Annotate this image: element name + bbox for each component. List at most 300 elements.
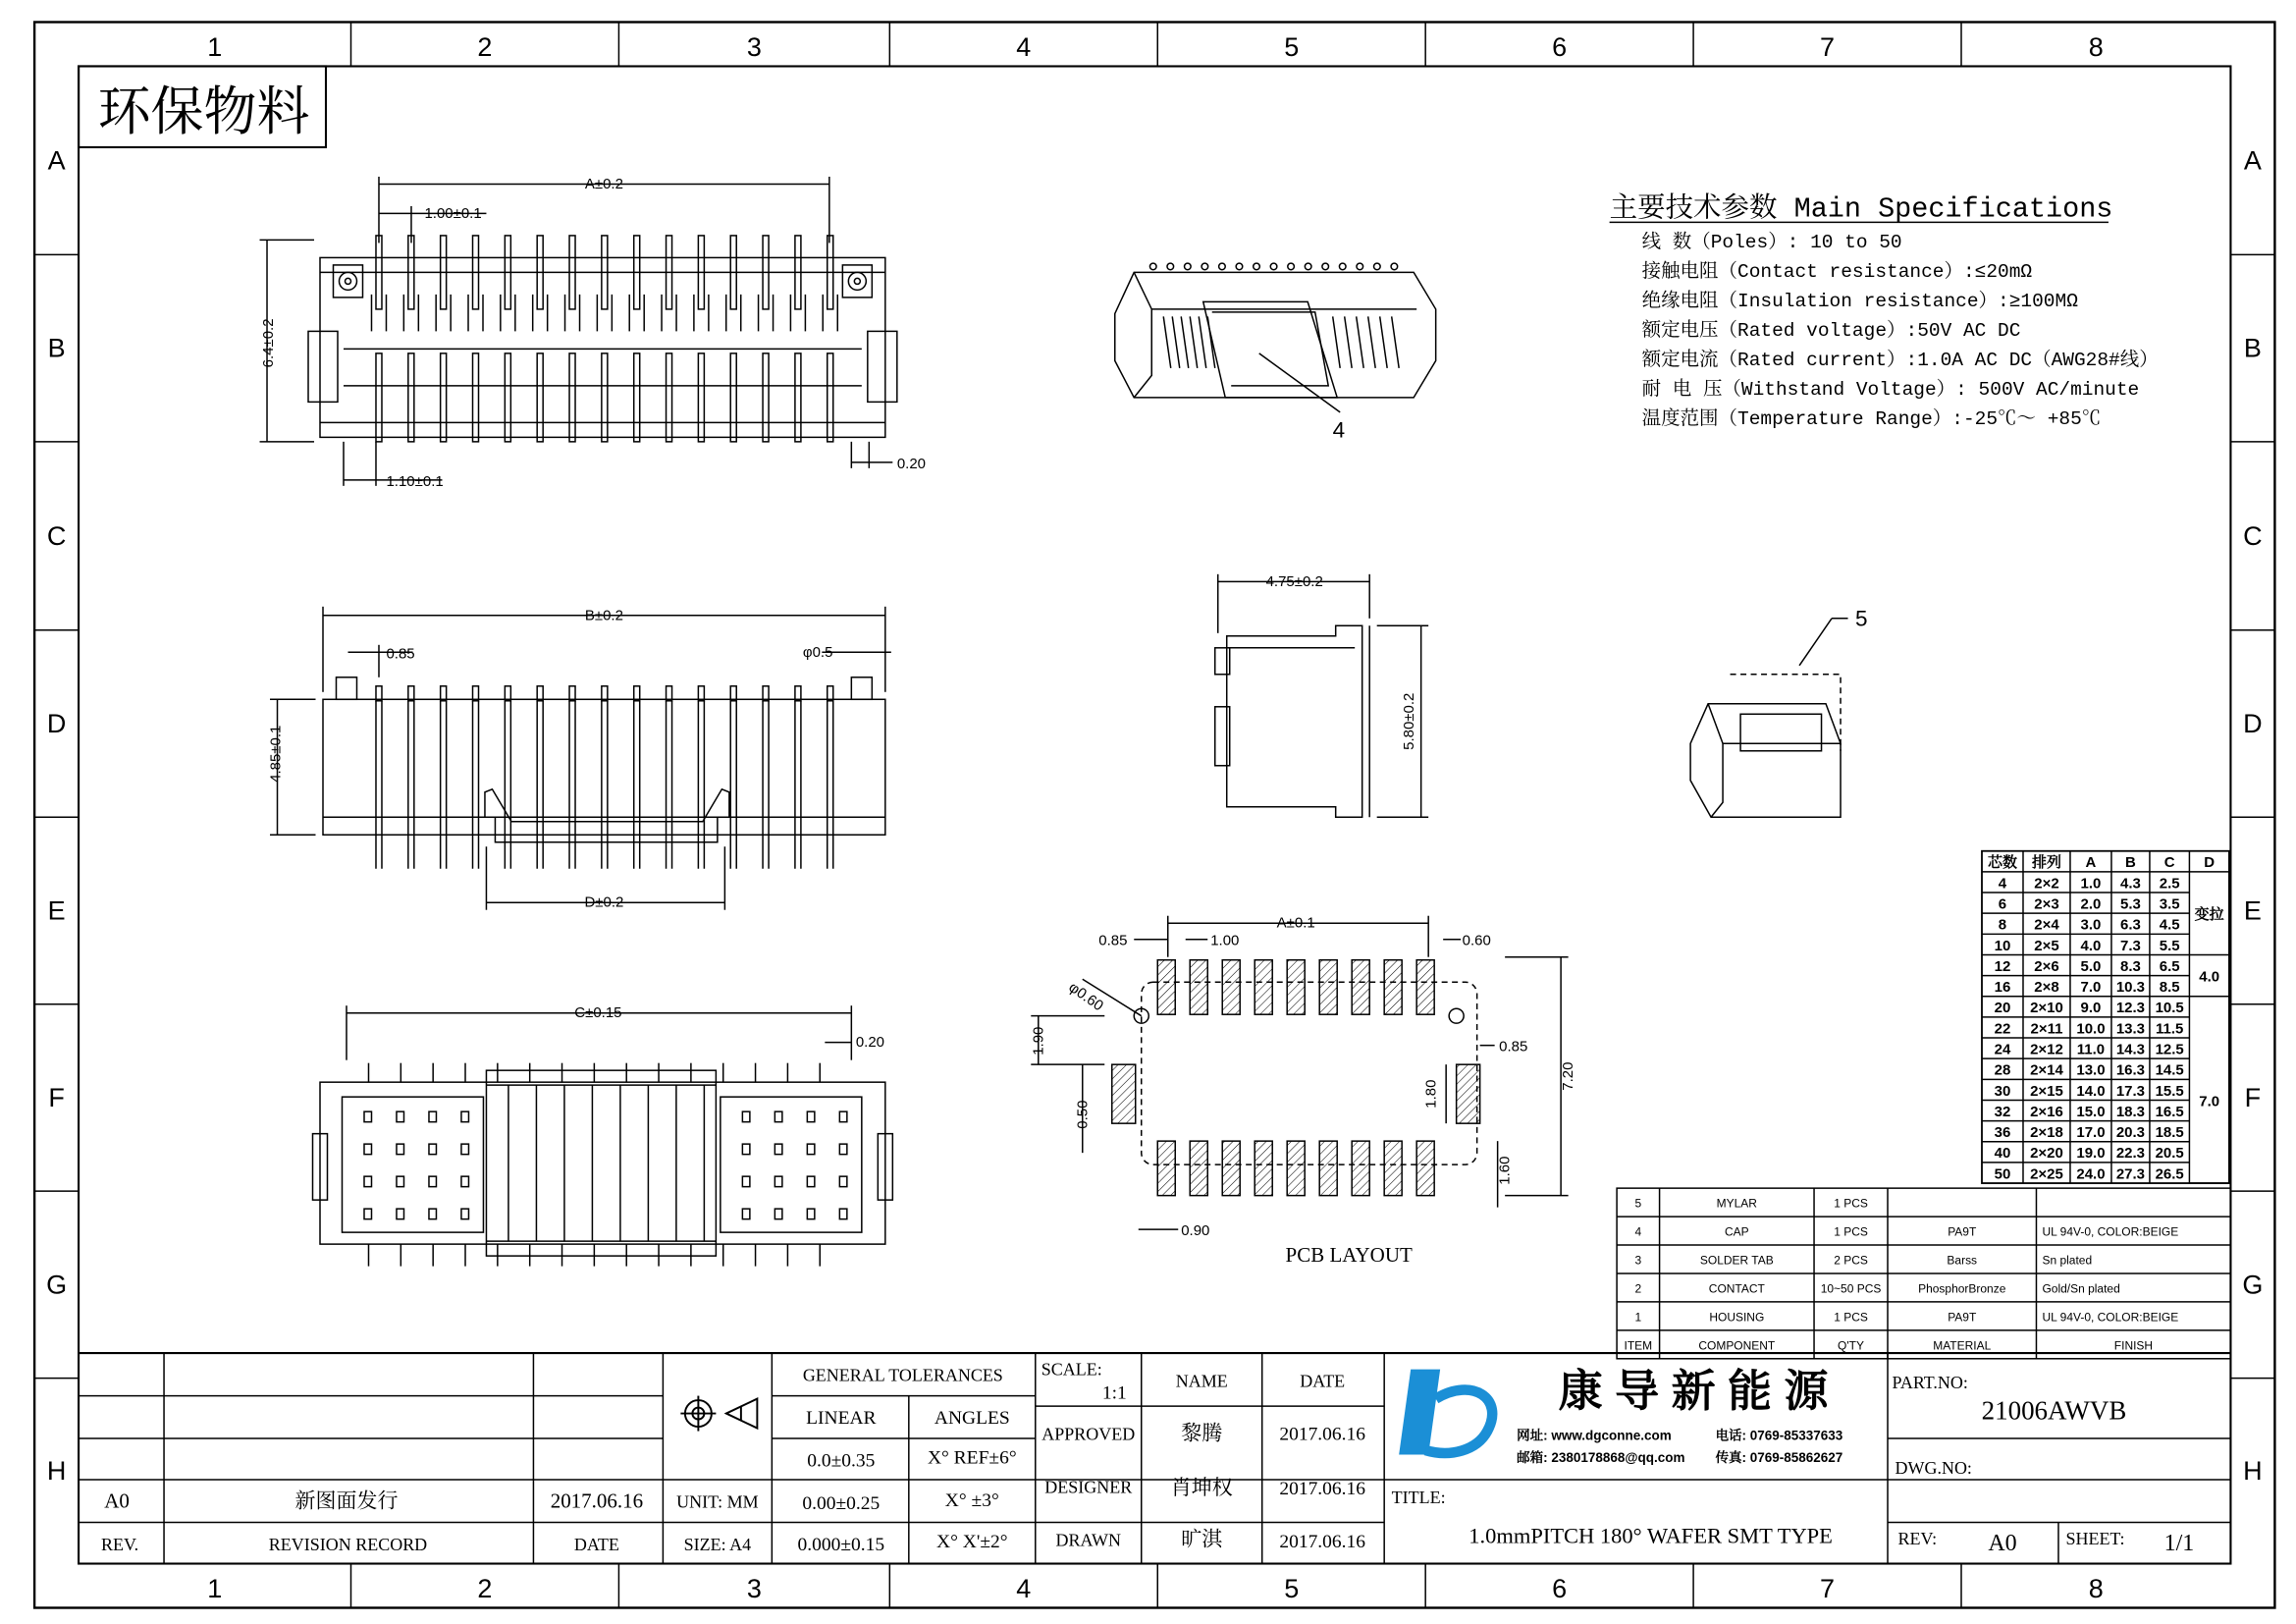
size-table-cell: 1.0 [2080, 875, 2102, 893]
size-table-cell: 12.3 [2115, 1000, 2146, 1017]
bom-cell: Sn plated [2042, 1253, 2093, 1268]
size-table-cell: 22 [1994, 1020, 2011, 1038]
designer-name: 肖坤权 [1170, 1476, 1233, 1500]
row-label-left: D [46, 709, 67, 739]
top-pin [376, 353, 382, 442]
size-table-cell: 18.3 [2115, 1103, 2146, 1120]
bom-cell: 1 [1634, 1310, 1642, 1325]
size-table-cell: 36 [1994, 1124, 2011, 1142]
size-table-cell: 16.5 [2155, 1103, 2184, 1120]
pcb-pad-bottom [1384, 1141, 1402, 1195]
size-table-cell: 9.0 [2080, 1000, 2102, 1017]
spec-line: 线 数（Poles）: 10 to 50 [1641, 231, 1902, 253]
iso-pin [1185, 263, 1192, 270]
dim-pcb-phi: φ0.60 [1065, 979, 1107, 1015]
row-label-left: C [46, 520, 67, 551]
dim-side-085: 0.85 [386, 645, 415, 663]
iso-view-top [1115, 263, 1436, 412]
size-table-d-value: 7.0 [2199, 1093, 2220, 1110]
size-table [1982, 851, 2229, 1183]
size-table-cell: 2×11 [2030, 1020, 2063, 1038]
tol-angle-3: X° X'±2° [936, 1532, 1008, 1553]
sheet-value: 1/1 [2163, 1531, 2195, 1557]
bom-cell: 1 PCS [1834, 1224, 1868, 1239]
size-table-cell: 20 [1994, 1000, 2011, 1017]
size-table-cell: 2×18 [2030, 1124, 2063, 1142]
size-table-cell: 11.0 [2076, 1041, 2106, 1058]
eco-label-text: 环保物料 [97, 81, 310, 141]
iso-pin [1270, 263, 1277, 270]
iso-pin [1219, 263, 1226, 270]
size-table-cell: 6 [1998, 895, 2007, 913]
size-table-cell: 15.0 [2076, 1103, 2106, 1120]
pcb-pad-top [1255, 960, 1272, 1014]
iso-pin [1391, 263, 1398, 270]
bottom-contact [807, 1111, 814, 1121]
col-label-bottom: 1 [207, 1574, 223, 1604]
size-table-cell: 16.3 [2115, 1061, 2146, 1079]
bom-header-cell: ITEM [1624, 1338, 1653, 1353]
iso-pin [1288, 263, 1295, 270]
bottom-contact [742, 1111, 749, 1121]
bottom-contact [397, 1111, 403, 1121]
spec-line: 耐 电 压（Withstand Voltage）: 500V AC/minute [1641, 378, 2140, 401]
drawn-name: 旷淇 [1181, 1527, 1223, 1551]
pcb-pad-top [1157, 960, 1175, 1014]
size-table-cell: 6.5 [2159, 957, 2180, 975]
iso-pin [1201, 263, 1208, 270]
bottom-contact [839, 1209, 846, 1218]
rev-header: REV. [100, 1535, 139, 1555]
dim-top-pitch2: 1.10±0.1 [386, 472, 444, 490]
pcb-layout-label: PCB LAYOUT [1285, 1243, 1413, 1268]
iso-contact [1380, 316, 1387, 367]
company-fax: 传真: 0769-85862627 [1715, 1450, 1843, 1466]
size-table-cell: 2×14 [2030, 1061, 2063, 1079]
size-table-cell: 2×12 [2030, 1041, 2063, 1058]
bottom-contact [774, 1144, 781, 1154]
approved-name: 黎腾 [1181, 1421, 1223, 1445]
side-view [267, 607, 891, 910]
drawn-label: DRAWN [1055, 1530, 1122, 1550]
bottom-contact [364, 1176, 371, 1186]
row-label-left: H [46, 1456, 67, 1487]
dim-pcb-085: 0.85 [1098, 932, 1128, 949]
bottom-contact [742, 1144, 749, 1154]
bom-cell: 3 [1634, 1253, 1642, 1268]
pcb-pad-top [1222, 960, 1240, 1014]
size-table-cell: 14.5 [2155, 1061, 2184, 1079]
top-pin [730, 353, 736, 442]
dim-end-h: 5.80±0.2 [1401, 692, 1418, 750]
sheet-label: SHEET: [2065, 1529, 2125, 1549]
size-table-cell: 7.3 [2120, 937, 2141, 954]
size-table-cell: 7.0 [2080, 979, 2102, 997]
part-number: 21006AWVB [1981, 1395, 2127, 1426]
bottom-contact [807, 1176, 814, 1186]
iso-pin [1236, 263, 1243, 270]
dim-bot-c: C±0.15 [574, 1004, 622, 1022]
col-label-bottom: 8 [2088, 1574, 2104, 1604]
size-table-cell: 19.0 [2076, 1145, 2106, 1163]
size-table-header: A [2085, 854, 2097, 872]
size-table-header: 芯数 [1988, 854, 2017, 872]
pcb-pad-top [1190, 960, 1207, 1014]
top-pin [473, 353, 479, 442]
top-pin [441, 353, 447, 442]
size-table-cell: 50 [1994, 1165, 2011, 1183]
dim-top-h: 6.4±0.2 [260, 318, 278, 368]
size-table-cell: 8.3 [2120, 957, 2141, 975]
top-pin [569, 353, 575, 442]
col-label-top: 6 [1552, 31, 1568, 62]
bom-cell: UL 94V-0, COLOR:BEIGE [2042, 1310, 2179, 1325]
pcb-pad-top [1384, 960, 1402, 1014]
size-table-cell: 2.0 [2080, 895, 2102, 913]
part-no-label: PART.NO: [1892, 1373, 1968, 1393]
iso-contact [1345, 316, 1352, 367]
rev-value-a0: A0 [104, 1489, 130, 1513]
size-table-cell: 20.3 [2115, 1124, 2146, 1142]
bom-cell: SOLDER TAB [1699, 1253, 1774, 1268]
dim-pcb-060: 0.60 [1462, 932, 1491, 949]
size-table-header: C [2163, 854, 2175, 872]
size-table-cell: 3.0 [2080, 916, 2102, 934]
bom-header-cell: FINISH [2113, 1338, 2154, 1353]
rev-record-header: REVISION RECORD [268, 1535, 428, 1555]
spec-line: 绝缘电阻（Insulation resistance）:≥100MΩ [1641, 290, 2078, 312]
bom-cell: 2 PCS [1834, 1253, 1868, 1268]
drawing-frame [34, 22, 2274, 1607]
callout-5: 5 [1855, 606, 1868, 631]
bottom-contact [461, 1144, 468, 1154]
size-table-cell: 28 [1994, 1061, 2011, 1079]
dim-bot-020: 0.20 [855, 1034, 885, 1052]
pcb-pad-top [1352, 960, 1369, 1014]
pcb-pad-bottom [1319, 1141, 1337, 1195]
col-label-bottom: 7 [1820, 1574, 1836, 1604]
size-table-cell: 10.0 [2076, 1020, 2106, 1038]
size-table-cell: 17.0 [2076, 1124, 2106, 1142]
size-table-cell: 8.5 [2159, 979, 2180, 997]
bottom-contact [364, 1209, 371, 1218]
size-table-cell: 32 [1994, 1103, 2011, 1120]
iso-contact [1163, 316, 1170, 367]
top-pin [828, 353, 833, 442]
end-view [1215, 574, 1428, 817]
iso-pin [1374, 263, 1381, 270]
general-tolerances-label: GENERAL TOLERANCES [802, 1365, 1003, 1385]
iso-pin [1149, 263, 1156, 270]
tol-linear-2: 0.00±0.25 [802, 1493, 881, 1515]
size-table-cell: 24 [1994, 1041, 2011, 1058]
iso-pin [1254, 263, 1260, 270]
size-table-cell: 26.5 [2155, 1165, 2184, 1183]
bottom-contact [397, 1209, 403, 1218]
bottom-contact [364, 1144, 371, 1154]
row-label-right: A [2243, 145, 2262, 176]
iso-contact [1190, 316, 1197, 367]
bom-cell: Gold/Sn plated [2042, 1281, 2120, 1296]
company-website: 网址: www.dgconne.com [1517, 1428, 1672, 1443]
row-label-left: F [48, 1082, 65, 1112]
bottom-contact [461, 1209, 468, 1218]
size-label: SIZE: A4 [683, 1535, 752, 1555]
size-table-cell: 13.0 [2076, 1061, 2106, 1079]
row-label-right: F [2244, 1082, 2262, 1112]
col-label-bottom: 3 [746, 1574, 762, 1604]
size-table-cell: 13.3 [2115, 1020, 2146, 1038]
size-table-cell: 27.3 [2115, 1165, 2146, 1183]
rev-date: 2017.06.16 [550, 1489, 644, 1513]
size-table-cell: 3.5 [2159, 895, 2180, 913]
dim-top-020: 0.20 [896, 455, 926, 472]
pcb-pad-bottom [1157, 1141, 1175, 1195]
size-table-cell: 18.5 [2155, 1124, 2184, 1142]
size-table-cell: 5.3 [2120, 895, 2141, 913]
bom-cell: CAP [1724, 1224, 1749, 1239]
dim-top-a: A±0.2 [584, 175, 623, 192]
bottom-contact [774, 1111, 781, 1121]
dim-side-phi: φ0.5 [802, 643, 833, 661]
dim-pcb-085b: 0.85 [1499, 1038, 1528, 1056]
dim-top-pitch: 1.00±0.1 [424, 204, 482, 222]
bottom-contact [364, 1111, 371, 1121]
dim-side-b: B±0.2 [584, 607, 623, 624]
size-table-d-value: 4.0 [2199, 968, 2220, 986]
size-table-cell: 5.5 [2159, 937, 2180, 954]
bom-cell: 1 PCS [1834, 1310, 1868, 1325]
size-table-cell: 20.5 [2155, 1145, 2184, 1163]
col-label-top: 1 [207, 31, 223, 62]
size-table-header: B [2125, 854, 2136, 872]
col-label-bottom: 5 [1284, 1574, 1300, 1604]
iso-contact [1199, 316, 1205, 367]
size-table-cell: 15.5 [2155, 1082, 2184, 1100]
drawing-title: 1.0mmPITCH 180° WAFER SMT TYPE [1468, 1523, 1833, 1548]
bottom-view [313, 1005, 893, 1266]
top-pin [763, 353, 769, 442]
size-table-cell: 10.5 [2155, 1000, 2184, 1017]
iso-pin [1339, 263, 1346, 270]
pcb-pad-top [1416, 960, 1434, 1014]
top-pin [537, 353, 543, 442]
pcb-pad-bottom [1255, 1141, 1272, 1195]
specs-title: 主要技术参数 Main Specifications [1609, 192, 2113, 226]
approved-date: 2017.06.16 [1279, 1424, 1366, 1445]
iso-contact [1181, 316, 1188, 367]
dim-pcb-100: 1.00 [1210, 932, 1240, 949]
row-label-right: G [2242, 1270, 2264, 1300]
dim-pcb-180: 1.80 [1422, 1079, 1440, 1109]
row-label-left: B [47, 333, 66, 363]
iso-contact [1368, 316, 1375, 367]
size-table-cell: 2×16 [2030, 1103, 2063, 1120]
pcb-pad-bottom [1416, 1141, 1434, 1195]
size-table-cell: 40 [1994, 1145, 2011, 1163]
size-table-cell: 2×4 [2034, 916, 2059, 934]
top-view [260, 177, 897, 486]
size-table-cell: 22.3 [2115, 1145, 2146, 1163]
top-pin [505, 353, 510, 442]
bom-table [1617, 1188, 2230, 1359]
size-table-cell: 4.3 [2120, 875, 2141, 893]
bom-cell: PA9T [1948, 1310, 1977, 1325]
designer-date: 2017.06.16 [1279, 1479, 1366, 1500]
spec-line: 额定电流（Rated current）:1.0A AC DC（AWG28#线） [1641, 349, 2159, 371]
col-label-bottom: 2 [477, 1574, 493, 1604]
bottom-contact [839, 1176, 846, 1186]
size-table-cell: 16 [1994, 979, 2011, 997]
tol-angle-2: X° ±3° [944, 1490, 999, 1512]
bottom-view-dims [574, 1004, 884, 1051]
top-pin [667, 353, 672, 442]
company-email: 邮箱: 2380178868@qq.com [1517, 1450, 1685, 1466]
size-table-cell: 4 [1998, 875, 2007, 893]
row-label-right: E [2243, 895, 2262, 926]
col-label-top: 7 [1820, 31, 1836, 62]
col-label-bottom: 4 [1016, 1574, 1032, 1604]
title-block-text [101, 1360, 2194, 1556]
bottom-contact [429, 1209, 436, 1218]
dim-pcb-090: 0.90 [1181, 1222, 1210, 1240]
iso-contact [1357, 316, 1363, 367]
iso-contact [1333, 316, 1340, 367]
bom-header-cell: MATERIAL [1933, 1338, 1992, 1353]
size-table-cell: 2×6 [2034, 957, 2059, 975]
size-table-cell: 2×8 [2034, 979, 2059, 997]
tol-linear-3: 0.000±0.15 [797, 1535, 885, 1556]
col-label-top: 3 [746, 31, 762, 62]
title-label: TITLE: [1391, 1488, 1446, 1508]
bottom-contact [774, 1209, 781, 1218]
size-table-cell: 2×20 [2030, 1145, 2063, 1163]
eco-material-label [79, 66, 326, 146]
company-logo [1399, 1366, 1843, 1465]
bom-cell: 5 [1634, 1196, 1642, 1211]
bottom-contact [807, 1144, 814, 1154]
size-table-cell: 2×15 [2030, 1082, 2063, 1100]
tolerance-symbol [680, 1396, 757, 1432]
size-table-header: D [2204, 854, 2216, 872]
iso-pin [1305, 263, 1311, 270]
bottom-contact [429, 1176, 436, 1186]
tol-angle-1: X° REF±6° [927, 1447, 1017, 1469]
dim-end-w: 4.75±0.2 [1265, 572, 1323, 590]
dim-pcb-050: 0.50 [1074, 1100, 1092, 1129]
bom-cell: Barss [1947, 1253, 1978, 1268]
row-label-right: B [2243, 333, 2262, 363]
iso-pin [1322, 263, 1329, 270]
rev-record-entry: 新图面发行 [294, 1489, 399, 1513]
bom-header-cell: Q'TY [1838, 1338, 1865, 1353]
size-table-cell: 17.3 [2115, 1082, 2146, 1100]
date-header: DATE [1300, 1371, 1346, 1391]
bottom-contact [839, 1111, 846, 1121]
size-table-cell: 12.5 [2155, 1041, 2184, 1058]
bom-cell: CONTACT [1708, 1281, 1765, 1296]
size-table-cell: 2×25 [2030, 1165, 2063, 1183]
company-name: 康 导 新 能 源 [1558, 1366, 1829, 1417]
bom-cell: PhosphorBronze [1918, 1281, 2006, 1296]
bottom-contact [839, 1144, 846, 1154]
size-table-cell: 8 [1998, 916, 2007, 934]
top-view-dims [260, 176, 926, 490]
bom-cell: 2 [1634, 1281, 1642, 1296]
size-table-cell: 2.5 [2159, 875, 2180, 893]
iso-pin [1167, 263, 1174, 270]
top-pin [634, 353, 640, 442]
col-label-top: 2 [477, 31, 493, 62]
row-label-left: E [47, 895, 66, 926]
scale-value: 1:1 [1101, 1382, 1127, 1404]
iso-contact [1207, 316, 1214, 367]
approved-label: APPROVED [1041, 1424, 1136, 1444]
col-label-top: 8 [2088, 31, 2104, 62]
bom-cell: 4 [1634, 1224, 1642, 1239]
size-table-cell: 30 [1994, 1082, 2011, 1100]
dim-side-d: D±0.2 [584, 893, 624, 911]
iso-pin [1357, 263, 1363, 270]
size-table-cell: 2×3 [2034, 895, 2059, 913]
name-header: NAME [1175, 1371, 1228, 1391]
bom-cell: 1 PCS [1834, 1196, 1868, 1211]
bom-cell: 10~50 PCS [1820, 1281, 1882, 1296]
pcb-pad-bottom [1190, 1141, 1207, 1195]
callout-4: 4 [1332, 417, 1346, 443]
pcb-layout [1031, 916, 1568, 1229]
size-table-cell: 10 [1994, 937, 2011, 954]
dim-pcb-720: 7.20 [1560, 1061, 1577, 1091]
size-table-cell: 14.0 [2076, 1082, 2106, 1100]
size-table-header: 排列 [2031, 854, 2061, 872]
bottom-contact [461, 1111, 468, 1121]
size-table-cell: 5.0 [2080, 957, 2102, 975]
size-table-cell: 10.3 [2115, 979, 2146, 997]
bom-cell: MYLAR [1716, 1196, 1757, 1211]
bom-cell: HOUSING [1709, 1310, 1765, 1325]
row-label-right: D [2243, 709, 2263, 739]
iso-contact [1392, 316, 1399, 367]
spec-line: 额定电压（Rated voltage）:50V AC DC [1641, 319, 2021, 342]
bottom-contact [397, 1176, 403, 1186]
bom-cell: UL 94V-0, COLOR:BEIGE [2042, 1224, 2179, 1239]
rev-value: A0 [1988, 1531, 2017, 1557]
pcb-pad-top [1287, 960, 1305, 1014]
size-table-cell: 2×2 [2034, 875, 2059, 893]
row-label-left: A [47, 145, 66, 176]
dim-side-h: 4.85±0.1 [267, 725, 285, 783]
size-table-cell: 2×5 [2034, 937, 2059, 954]
bom-header-cell: COMPONENT [1698, 1338, 1776, 1353]
bottom-contact [807, 1209, 814, 1218]
row-label-right: C [2243, 520, 2263, 551]
dim-pcb-a: A±0.1 [1276, 914, 1315, 932]
top-pin [408, 353, 414, 442]
size-table-cell: 2×10 [2030, 1000, 2063, 1017]
tol-linear-1: 0.0±0.35 [807, 1450, 876, 1472]
linear-label: LINEAR [806, 1408, 877, 1430]
size-table-cell: 4.5 [2159, 916, 2180, 934]
company-phone: 电话: 0769-85337633 [1715, 1428, 1843, 1443]
size-table-cell: 11.5 [2156, 1020, 2184, 1038]
pcb-pad-bottom [1287, 1141, 1305, 1195]
spec-line: 温度范围（Temperature Range）:-25℃～ +85℃ [1641, 407, 2102, 430]
iso-view-small [1690, 619, 1847, 817]
drawn-date: 2017.06.16 [1279, 1532, 1366, 1553]
bottom-contact [461, 1176, 468, 1186]
specifications [1610, 191, 2159, 429]
